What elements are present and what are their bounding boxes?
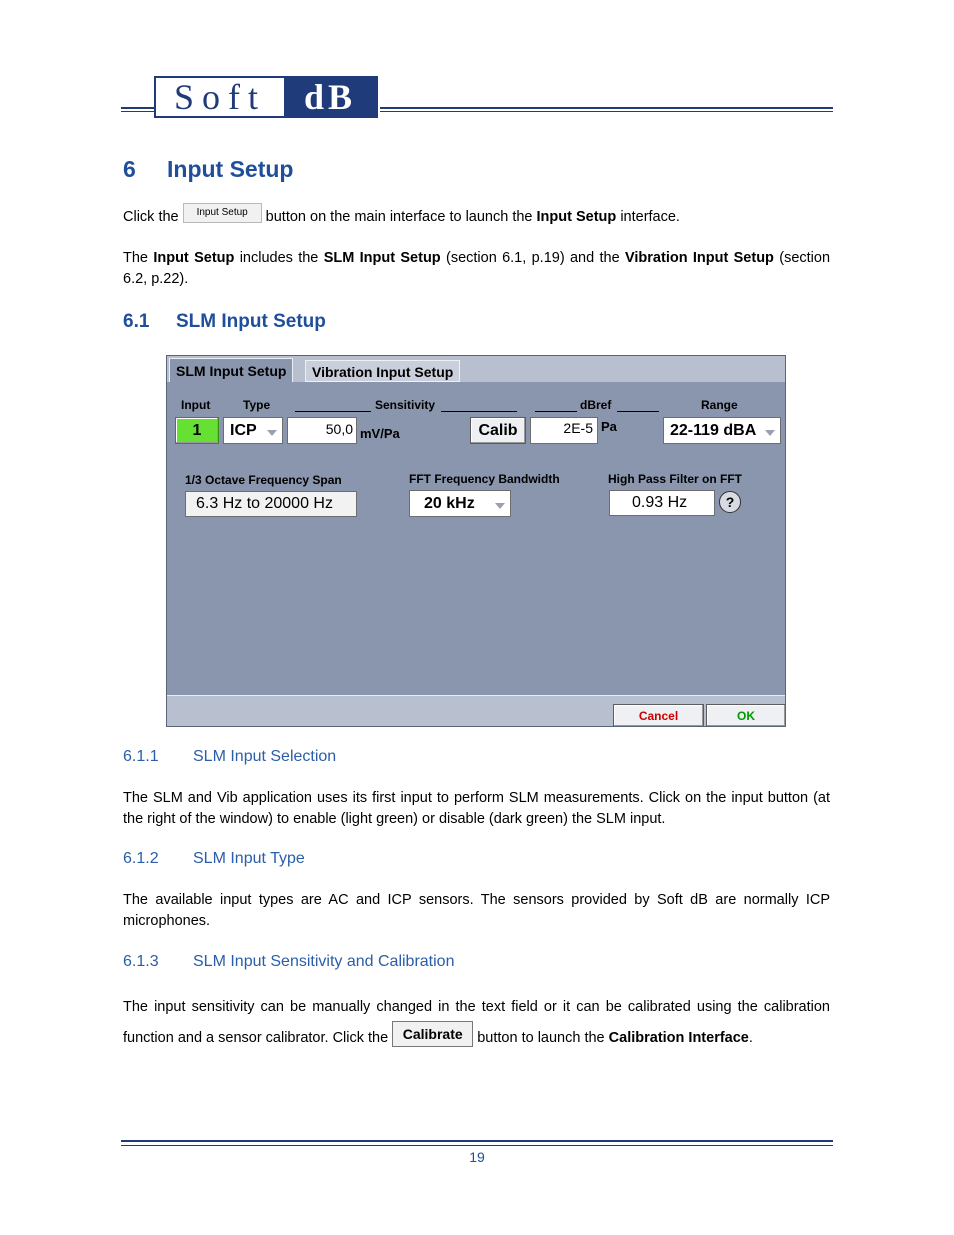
dbref-unit: Pa	[601, 419, 617, 434]
page-number: 19	[469, 1149, 485, 1165]
calibrate-button-image	[392, 1021, 473, 1047]
hpf-field	[609, 490, 715, 516]
range-column-label: Range	[701, 398, 738, 412]
fft-bandwidth-value: 20 kHz	[424, 494, 475, 512]
intro-text: (section 6.1, p.19) and the	[446, 250, 620, 266]
paragraph-text: button to launch the	[477, 1030, 605, 1046]
subsection-number: 6.1	[123, 311, 150, 332]
sensitivity-value: 50,0	[325, 421, 353, 437]
footer-rule	[121, 1140, 833, 1142]
fft-bandwidth-dropdown[interactable]	[409, 490, 511, 517]
dbref-value: 2E-5	[563, 420, 593, 436]
intro-paragraph-1	[123, 207, 830, 228]
dbref-rule-right	[617, 411, 659, 412]
help-icon[interactable]	[719, 491, 741, 513]
paragraph-613	[123, 992, 830, 1054]
type-dropdown[interactable]	[223, 417, 283, 444]
type-column-label: Type	[243, 398, 271, 412]
input-column-label: Input	[181, 398, 211, 412]
chevron-down-icon	[495, 503, 505, 509]
chevron-down-icon	[765, 430, 775, 436]
header-rule-right-thin	[380, 111, 833, 112]
subsubsection-title: SLM Input Type	[193, 850, 305, 867]
hpf-value: 0.93 Hz	[632, 494, 688, 511]
subsubsection-number: 6.1.1	[123, 748, 159, 765]
intro-text: interface.	[620, 209, 680, 225]
subsubsection-heading-612	[123, 850, 305, 868]
subsubsection-heading-611	[123, 748, 336, 766]
intro-bold: Input Setup	[536, 209, 617, 225]
section-heading	[123, 156, 293, 183]
subsection-heading	[123, 311, 326, 333]
input-1-toggle-button[interactable]: 1	[175, 417, 219, 444]
subsubsection-title: SLM Input Selection	[193, 748, 337, 765]
help-icon-glyph: ?	[725, 494, 735, 510]
intro-text: The	[123, 250, 148, 266]
subsubsection-title: SLM Input Sensitivity and Calibration	[193, 953, 455, 970]
intro-text: (section 6.2, p.22).	[123, 250, 831, 287]
paragraph-text: .	[748, 1030, 753, 1046]
paragraph-612: The available input types are AC and ICP sensors. The sensors provided by Soft dB are normally ICP microphones.	[123, 892, 830, 929]
intro-paragraph-2	[123, 248, 830, 290]
soft-db-logo	[154, 76, 378, 118]
footer-rule-thin	[121, 1145, 833, 1146]
paragraph-bold: Calibration Interface	[608, 1030, 749, 1046]
type-dropdown-value: ICP	[230, 421, 257, 439]
fft-bandwidth-label: FFT Frequency Bandwidth	[409, 472, 560, 486]
header-rule-left-thin	[121, 111, 154, 112]
tab-slm-input-setup[interactable]: SLM Input Setup	[169, 358, 293, 382]
cancel-button[interactable]: Cancel	[613, 704, 704, 727]
sensitivity-rule-right	[441, 411, 517, 412]
intro-bold: Vibration Input Setup	[624, 250, 774, 266]
calibrate-button-label: Calibrate	[402, 1026, 463, 1043]
section-title: Input Setup	[167, 156, 294, 182]
subsection-title: SLM Input Setup	[176, 311, 326, 332]
intro-text: Click the	[123, 209, 179, 225]
subsubsection-heading-613	[123, 953, 454, 971]
paragraph-text: The input sensitivity can be manually changed in the text field or it can be calibrated using the calibration function and a sensor calibrator. Click the	[123, 999, 830, 1046]
range-dropdown[interactable]	[663, 417, 781, 444]
section-number: 6	[123, 156, 136, 182]
tab-vibration-input-setup[interactable]: Vibration Input Setup	[305, 360, 460, 382]
sensitivity-input[interactable]	[287, 417, 357, 444]
intro-bold: Input Setup	[153, 250, 235, 266]
ok-button[interactable]: OK	[706, 704, 786, 727]
dbref-input[interactable]	[530, 417, 598, 444]
dbref-rule-left	[535, 411, 577, 412]
subsubsection-number: 6.1.2	[123, 850, 159, 867]
octave-span-field	[185, 491, 357, 517]
hpf-label: High Pass Filter on FFT	[608, 472, 743, 486]
range-dropdown-value: 22-119 dBA	[670, 421, 757, 439]
intro-text: button on the main interface to launch the	[265, 209, 533, 225]
logo-db-text: dB	[284, 78, 376, 116]
header-rule-right	[380, 107, 833, 109]
input-setup-button-image	[183, 203, 262, 223]
input-setup-button-label: Input Setup	[196, 207, 248, 219]
chevron-down-icon	[267, 430, 277, 436]
calib-button[interactable]: Calib	[470, 417, 526, 444]
sensitivity-unit: mV/Pa	[360, 426, 400, 441]
dbref-column-label: dBref	[580, 398, 612, 412]
intro-text: includes the	[239, 250, 319, 266]
slm-input-setup-screenshot	[166, 355, 786, 727]
intro-bold: SLM Input Setup	[323, 250, 441, 266]
paragraph-611: The SLM and Vib application uses its first input to perform SLM measurements. Click on the input button (at the right of the window) to enable (light green) or disable (dark green) the SLM input.	[123, 790, 830, 827]
octave-span-label: 1/3 Octave Frequency Span	[185, 473, 342, 487]
subsubsection-number: 6.1.3	[123, 953, 159, 970]
sensitivity-rule-left	[295, 411, 371, 412]
octave-span-value: 6.3 Hz to 20000 Hz	[196, 495, 333, 512]
sensitivity-column-label: Sensitivity	[375, 398, 436, 412]
header-rule-left	[121, 107, 154, 109]
logo-soft-text: Soft	[173, 77, 266, 117]
